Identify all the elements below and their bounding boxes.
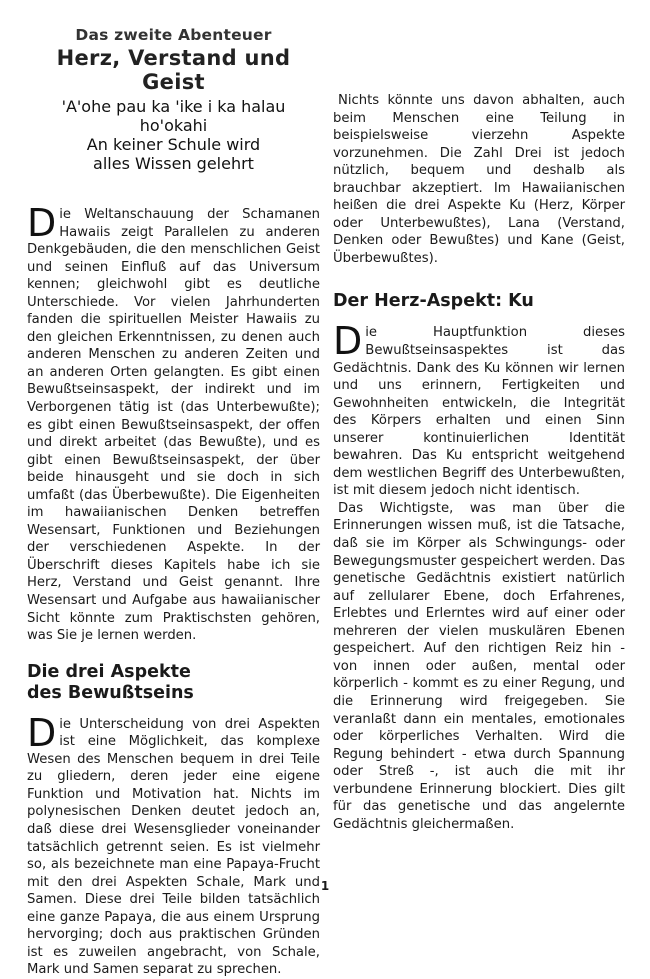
aspects-paragraph-2: Nichts könnte uns davon abhalten, auch beim Menschen eine Teilung in beispielsweise vierzehn Aspekte vorzunehmen. Die Zahl Drei ist jedoch nützlich, bequem und deshalb als brauchbar akzeptiert. Im Hawaiianischen heißen die drei Aspekte Ku (Herz, Körper oder Unterbewußtes), Lana (Verstand, Denken oder Bewußtes) und Kane (Geist, Überbewußtes).	[333, 93, 625, 266]
section-heading-line-2: des Bewußtseins	[27, 682, 194, 703]
ku-paragraph-2: Das Wichtigste, was man über die Erinnerungen wissen muß, ist die Tatsache, daß sie im Körper als Schwingungs- oder Bewegungsmuster gespeichert werden. Das genetische Gedächtnis existiert natürlich auf zellularer Ebene, doch Erfahrenes, Erlebtes und Erlerntes wird auf einer oder mehreren der vielen muskulären Ebenen gespeichert. Auf den richtigen Reiz hin - von innen oder außen, mental oder körperlich - kommt es zu einer Regung, und die Erinnerung wird freigegeben. Sie veranlaßt dann ein mentales, emotionales oder körperliches Verhalten. Wird die Regung behindert - etwa durch Spannung oder Streß -, ist auch die mit ihr verbundene Erinnerung blockiert. Dies gilt für das genetische und das angelernte Gedächtnis gleichermaßen.	[333, 500, 625, 832]
left-column	[27, 0, 320, 979]
intro-text: ie Weltanschauung der Schamanen Hawaiis zeigt Parallelen zu anderen Denkgebäuden, die den menschlichen Geist und seinen Einfluß auf das Universum kennen; gleichwohl gibt es deutliche Unterschiede. Vor vielen Jahrhunderten fanden die spirituellen Meister Hawaiis zu den gleichen Erkenntnissen, zu denen auch anderen Menschen zu anderen Zeiten und an anderen Orten gelangten. Es gibt einen Bewußtseinsaspekt, der indirekt und im Verborgenen tätig ist (das Unterbewußte); es gibt einen Bewußtseinsaspekt, der offen und direkt arbeitet (das Bewußte), und es gibt einen Bewußtseinsaspekt, der über beide hinausgeht und sie doch in sich umfaßt (das Überbewußte). Die Eigenheiten im hawaiianischen Denken betreffen Wesensart, Funktionen und Beziehungen der verschiedenen Aspekte. In der Überschrift dieses Kapitels habe ich sie Herz, Verstand und Geist genannt. Ihre Wesensart und Aufgabe aus hawaiianischer Sicht könnte zum Praktischsten gehören, was Sie je lernen werden.	[27, 207, 320, 644]
section-heading-aspects	[27, 662, 320, 704]
dropcap: D	[27, 201, 57, 245]
dropcap: D	[27, 710, 57, 755]
page-number: 1	[320, 879, 330, 893]
aspects-paragraph	[27, 710, 320, 979]
intro-paragraph	[27, 201, 320, 645]
chapter-motto	[27, 97, 320, 173]
section-heading-ku: Der Herz-Aspekt: Ku	[333, 291, 534, 312]
motto-german-line-1: An keiner Schule wird	[86, 135, 261, 154]
chapter-header	[27, 26, 320, 173]
ku-text: ie Hauptfunktion dieses Bewußtseinsaspektes ist das Gedächtnis. Dank des Ku können wir lernen und uns erinnern, Fertigkeiten und Gewohnheiten entwickeln, die Integrität des Körpers erhalten und einen Sinn unserer kontinuierlichen Identität bewahren. Das Ku entspricht weitgehend dem westlichen Begriff des Unterbewußten, ist mit diesem jedoch nicht identisch.	[333, 325, 625, 499]
ku-paragraph	[333, 319, 625, 499]
right-column	[333, 0, 625, 833]
aspects-text: ie Unterscheidung von drei Aspekten ist eine Möglichkeit, das komplexe Wesen des Menschen bequem in drei Teile zu gliedern, deren jeder eine eigene Funktion und Motivation hat. Nichts im polynesischen Denken deutet jedoch an, daß diese drei Wesensglieder voneinander tatsächlich getrennt seien. Es ist vielmehr so, als bezeichnete man eine Papaya-Frucht mit den drei Aspekten Schale, Mark und Samen. Diese drei Teile bilden tatsächlich eine ganze Papaya, die aus einem Ursprung hervorging; doch aus praktischen Gründen ist es zuweilen angebracht, von Schale, Mark und Samen separat zu sprechen.	[27, 716, 320, 978]
motto-hawaiian: 'A'ohe pau ka 'ike i ka halau ho'okahi	[61, 97, 286, 135]
motto-german-line-2: alles Wissen gelehrt	[93, 154, 254, 173]
dropcap: D	[333, 319, 363, 364]
chapter-kicker: Das zweite Abenteuer	[75, 26, 272, 44]
chapter-title: Herz, Verstand und Geist	[56, 46, 291, 94]
section-heading-line-1: Die drei Aspekte	[27, 661, 191, 682]
